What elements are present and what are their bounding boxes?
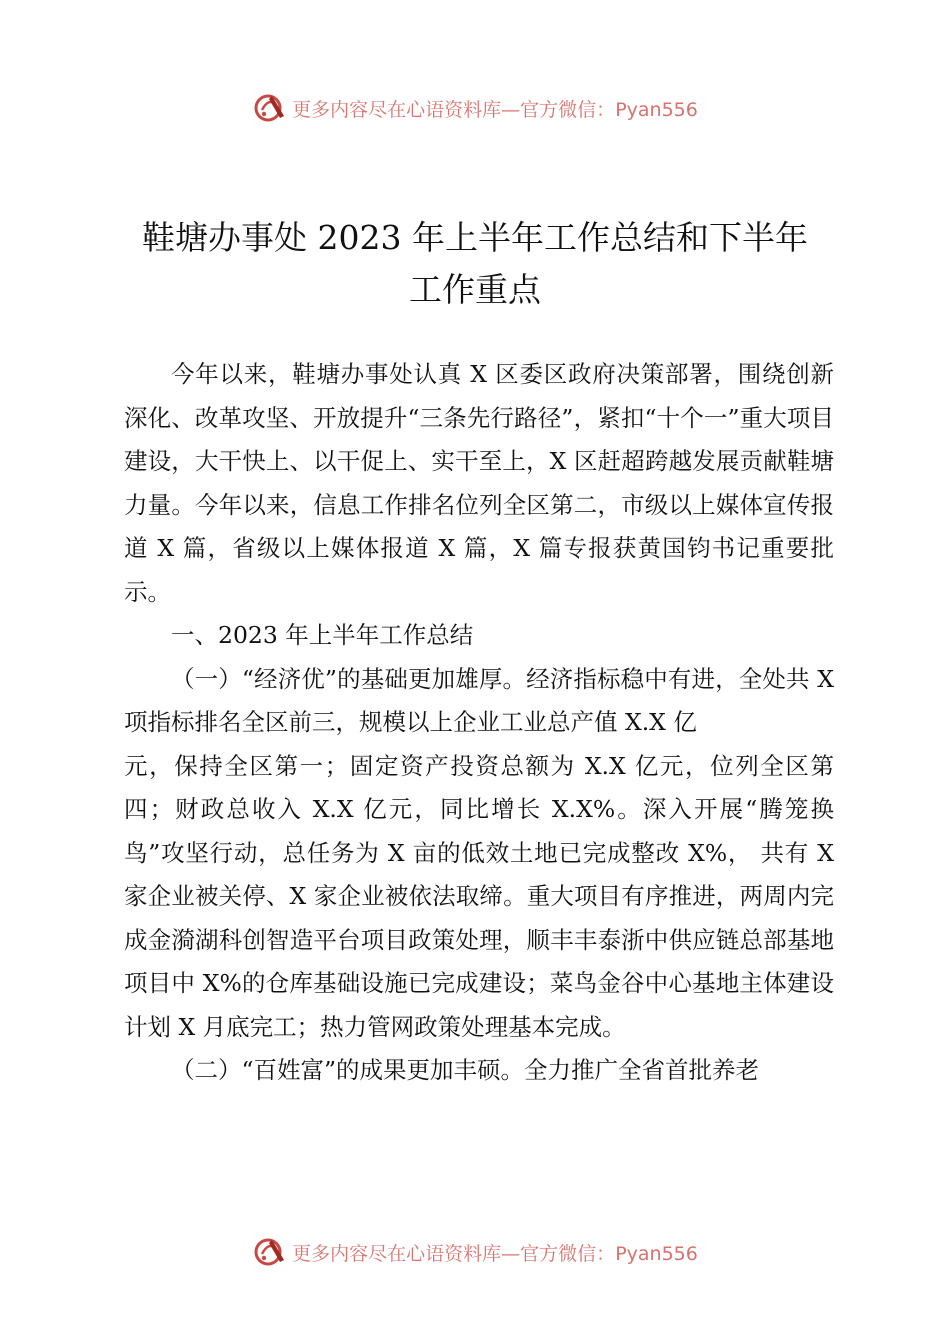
- subsection-2-paragraph: （二）“百姓富”的成果更加丰硕。全力推广全省首批养老: [171, 1056, 760, 1084]
- subsection-1-paragraph-a: （一）“经济优”的基础更加雄厚。经济指标稳中有进，全处共 X 项指标排名全区前三，规模以上企业工业总产值 X.X 亿: [124, 664, 834, 736]
- subsection-1-paragraph-b: 元，保持全区第一；固定资产投资总额为 X.X 亿元，位列全区第四；财政总收入 X.X 亿元，同比增长 X.X%。深入开展“腾笼换鸟”攻坚行动，总任务为 X 亩的低效土地已完成整改 X%， 共有 X 家企业被关停、X 家企业被依法取缔。重大项目有序推进，两周内完成金漪湖科创智造平台项目政策处理，顺丰丰泰浙中供应链总部基地项目中 X%的仓库基础设施已完成建设；菜鸟金谷中心基地主体建设计划 X 月底完工；热力管网政策处理基本完成。: [124, 751, 834, 1041]
- watermark-separator: —: [501, 98, 521, 121]
- watermark-main: 更多内容尽在心语资料库: [292, 1242, 502, 1265]
- document-body: [124, 353, 834, 1093]
- watermark-separator: —: [501, 1242, 521, 1265]
- logo-icon: [252, 90, 288, 126]
- watermark-id: Pyan556: [615, 1242, 698, 1265]
- watermark-text: [292, 1239, 698, 1266]
- intro-paragraph: 今年以来，鞋塘办事处认真 X 区委区政府决策部署，围绕创新深化、改革攻坚、开放提升“三条先行路径”，紧扣“十个一”重大项目建设，大干快上、以干促上、实干至上，X 区赶超跨越发展贡献鞋塘力量。今年以来，信息工作排名位列全区第二，市级以上媒体宣传报道 X 篇，省级以上媒体报道 X 篇，X 篇专报获黄国钧书记重要批示。: [124, 360, 834, 606]
- header-watermark: [0, 88, 950, 128]
- watermark-id: Pyan556: [615, 98, 698, 121]
- title-line-1: 鞋塘办事处 2023 年上半年工作总结和下半年: [142, 218, 808, 257]
- watermark-label: 官方微信：: [520, 98, 616, 121]
- watermark-text: [292, 95, 698, 122]
- footer-watermark: [0, 1232, 950, 1272]
- watermark-main: 更多内容尽在心语资料库: [292, 98, 502, 121]
- section-heading-1: 一、2023 年上半年工作总结: [171, 621, 474, 649]
- watermark-label: 官方微信：: [520, 1242, 616, 1265]
- logo-icon: [252, 1234, 288, 1270]
- document-title: [0, 212, 950, 316]
- title-line-2: 工作重点: [409, 270, 541, 309]
